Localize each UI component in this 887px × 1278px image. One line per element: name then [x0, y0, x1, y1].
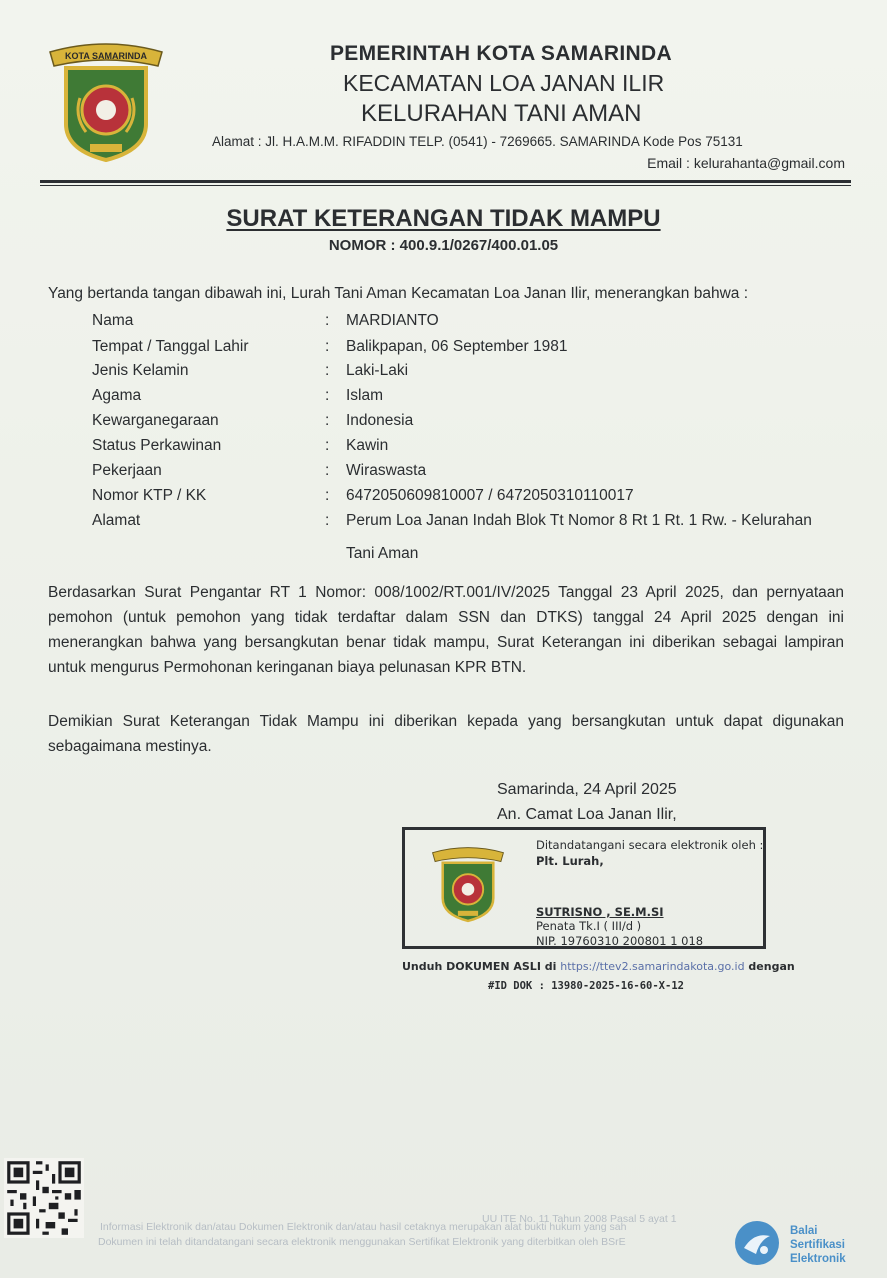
field-label: Kewarganegaraan [92, 412, 219, 429]
field-value: Balikpapan, 06 September 1981 [346, 338, 568, 355]
document-number: NOMOR : 400.9.1/0267/400.01.05 [328, 237, 559, 254]
field-colon: : [325, 487, 330, 504]
field-label: Nama [92, 312, 134, 329]
city-emblem-icon [40, 32, 172, 168]
footer-line2: Dokumen ini telah ditandatangani secara elektronik menggunakan Sertifikat Elektronik yang diterbitkan oleh BSrE [98, 1236, 626, 1248]
field-colon: : [325, 387, 330, 404]
bsre-label-line3: Elektronik [790, 1253, 846, 1265]
letterhead-village: KELURAHAN TANI AMAN [361, 100, 642, 127]
field-value: Wiraswasta [346, 462, 427, 479]
download-suffix: dengan [748, 960, 795, 973]
download-note [402, 960, 795, 973]
field-value: MARDIANTO [346, 312, 439, 329]
bsre-label-line1: Balai [790, 1225, 818, 1237]
field-value: Laki-Laki [346, 362, 409, 379]
bsre-logo-icon [734, 1220, 780, 1266]
field-colon: : [325, 437, 330, 454]
document-title-text: SURAT KETERANGAN TIDAK MAMPU [226, 205, 661, 232]
field-value: Indonesia [346, 412, 414, 429]
field-value: Kawin [346, 437, 389, 454]
city-emblem-icon [426, 840, 510, 926]
field-colon: : [325, 412, 330, 429]
e-sign-position: Plt. Lurah, [536, 854, 604, 868]
field-label: Alamat [92, 512, 141, 529]
e-sign-name: SUTRISNO , SE.M.SI [536, 905, 664, 919]
signature-place-date: Samarinda, 24 April 2025 [497, 781, 677, 798]
letterhead-address: Alamat : Jl. H.A.M.M. RIFADDIN TELP. (0541) - 7269665. SAMARINDA Kode Pos 75131 [212, 134, 743, 149]
download-prefix: Unduh DOKUMEN ASLI di [402, 960, 557, 973]
e-sign-rank: Penata Tk.I ( III/d ) [536, 919, 642, 933]
field-label: Nomor KTP / KK [92, 487, 207, 504]
footer-law: UU ITE No. 11 Tahun 2008 Pasal 5 ayat 1 [482, 1213, 677, 1225]
field-value: 6472050609810007 / 6472050310110017 [346, 487, 634, 504]
letterhead-rule-thin [40, 185, 851, 186]
field-value: Islam [346, 387, 384, 404]
letterhead-rule-thick [40, 180, 851, 183]
document-title [0, 205, 887, 233]
footer-line1: Informasi Elektronik dan/atau Dokumen Elektronik dan/atau hasil cetaknya merupakan alat bukti hukum yang sah [100, 1221, 627, 1233]
field-colon: : [325, 312, 330, 329]
download-link[interactable]: https://ttev2.samarindakota.go.id [560, 960, 745, 973]
e-sign-nip: NIP. 19760310 200801 1 018 [536, 934, 704, 948]
e-sign-note: Ditandatangani secara elektronik oleh : [536, 838, 764, 852]
field-colon: : [325, 512, 330, 529]
field-colon: : [325, 338, 330, 355]
field-value-continuation: Tani Aman [346, 545, 419, 562]
signature-on-behalf: An. Camat Loa Janan Ilir, [497, 806, 677, 823]
letterhead-government: PEMERINTAH KOTA SAMARINDA [330, 42, 672, 65]
field-label: Tempat / Tanggal Lahir [92, 338, 249, 355]
document-id: #ID DOK : 13980-2025-16-60-X-12 [488, 980, 684, 992]
letterhead-email: Email : kelurahanta@gmail.com [647, 155, 845, 171]
field-label: Agama [92, 387, 142, 404]
field-label: Pekerjaan [92, 462, 162, 479]
field-label: Status Perkawinan [92, 437, 222, 454]
qr-code-icon [4, 1158, 84, 1238]
intro-text: Yang bertanda tangan dibawah ini, Lurah Tani Aman Kecamatan Loa Janan Ilir, menerangkan bahwa : [48, 285, 748, 302]
field-value: Perum Loa Janan Indah Blok Tt Nomor 8 Rt 1 Rt. 1 Rw. - Kelurahan [346, 512, 812, 529]
emblem-banner-text: KOTA SAMARINDA [65, 51, 147, 61]
letterhead-district: KECAMATAN LOA JANAN ILIR [343, 70, 665, 96]
bsre-label-line2: Sertifikasi [790, 1239, 845, 1251]
body-paragraph: Berdasarkan Surat Pengantar RT 1 Nomor: 008/1002/RT.001/IV/2025 Tanggal 23 April 2025, dan pernyataan pemohon (untuk pemohon yang tidak terdaftar dalam SSN dan DTKS) tanggal 24 April 2025 dengan ini menerangkan bahwa yang bersangkutan benar tidak mampu, Surat Keterangan ini diberikan sebagai lampiran untuk mengurus Permohonan keringanan biaya pelunasan KPR BTN. [48, 584, 844, 676]
field-label: Jenis Kelamin [92, 362, 189, 379]
field-colon: : [325, 362, 330, 379]
closing-paragraph: Demikian Surat Keterangan Tidak Mampu ini diberikan kepada yang bersangkutan untuk dapat digunakan sebagaimana mestinya. [48, 713, 844, 755]
field-colon: : [325, 462, 330, 479]
